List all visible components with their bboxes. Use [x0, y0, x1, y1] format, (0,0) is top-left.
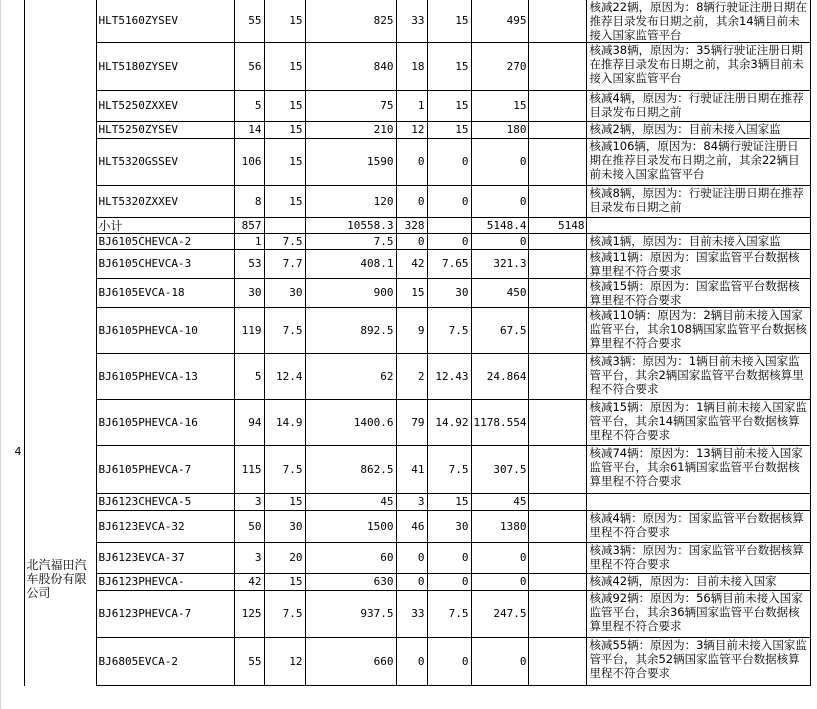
- table-row: [0, 234, 811, 250]
- final-amount-cell: 5148: [529, 218, 587, 234]
- final-amount-cell: [529, 400, 587, 446]
- reported-count-cell: 115: [234, 446, 264, 494]
- reported-amount-cell: 862.5: [305, 446, 396, 494]
- vehicle-model-cell: BJ6105PHEVCA-7: [96, 446, 234, 494]
- deduction-note-cell: 核减92辆：原因为：56辆目前未接入国家监管平台，其余36辆国家监管平台数据核算里程不符合要求: [587, 591, 811, 638]
- approved-amount-cell: 0: [471, 234, 529, 250]
- approved-count-cell: 46: [396, 511, 427, 543]
- deduction-note-cell: 核减38辆，原因为：35辆行驶证注册日期在推荐目录发布日期之前，其余3辆目前未接入国家监管平台: [587, 43, 811, 91]
- vehicle-model-cell: BJ6105CHEVCA-2: [96, 234, 234, 250]
- approved-count-cell: 41: [396, 446, 427, 494]
- reported-amount-cell: 937.5: [305, 591, 396, 638]
- reported-count-cell: 56: [234, 43, 264, 91]
- reported-count-cell: 50: [234, 511, 264, 543]
- reported-amount-cell: 120: [305, 186, 396, 218]
- deduction-note-cell: 核减74辆：原因为：13辆目前未接入国家监管平台，其余61辆国家监管平台数据核算里程不符合要求: [587, 446, 811, 494]
- unit-standard-cell: 15: [264, 0, 305, 43]
- approved-standard-cell: 15: [427, 122, 471, 139]
- table-row: [0, 574, 811, 591]
- table-row: [0, 494, 811, 511]
- approved-count-cell: 1: [396, 91, 427, 122]
- table-row: [0, 308, 811, 354]
- approved-standard-cell: 15: [427, 494, 471, 511]
- unit-standard-cell: 14.9: [264, 400, 305, 446]
- approved-standard-cell: 0: [427, 543, 471, 574]
- table-row: [0, 0, 811, 43]
- reported-count-cell: 125: [234, 591, 264, 638]
- table-row: [0, 591, 811, 638]
- approved-amount-cell: 450: [471, 279, 529, 308]
- approved-standard-cell: 0: [427, 186, 471, 218]
- approved-amount-cell: 0: [471, 574, 529, 591]
- approved-count-cell: 2: [396, 354, 427, 400]
- reported-count-cell: 8: [234, 186, 264, 218]
- company-cell-prev: [24, 0, 96, 218]
- reported-count-cell: 106: [234, 139, 264, 186]
- approved-count-cell: 0: [396, 574, 427, 591]
- reported-amount-cell: 408.1: [305, 250, 396, 279]
- final-amount-cell: [529, 234, 587, 250]
- vehicle-model-cell: HLT5250ZXXEV: [96, 91, 234, 122]
- final-amount-cell: [529, 43, 587, 91]
- vehicle-model-cell: BJ6105PHEVCA-13: [96, 354, 234, 400]
- reported-amount-cell: 892.5: [305, 308, 396, 354]
- reported-count-cell: 14: [234, 122, 264, 139]
- reported-count-cell: 119: [234, 308, 264, 354]
- unit-standard-cell: 15: [264, 91, 305, 122]
- approved-standard-cell: 15: [427, 91, 471, 122]
- reported-amount-cell: 825: [305, 0, 396, 43]
- index-cell-prev: [0, 0, 24, 218]
- approved-amount-cell: 15: [471, 91, 529, 122]
- vehicle-model-cell: BJ6105PHEVCA-16: [96, 400, 234, 446]
- unit-standard-cell: 7.5: [264, 446, 305, 494]
- approved-count-cell: 0: [396, 234, 427, 250]
- deduction-note-cell: 核减8辆，原因为：行驶证注册日期在推荐目录发布日期之前: [587, 186, 811, 218]
- final-amount-cell: [529, 139, 587, 186]
- final-amount-cell: [529, 511, 587, 543]
- final-amount-cell: [529, 122, 587, 139]
- deduction-note-cell: 核减4辆，原因为：行驶证注册日期在推荐目录发布日期之前: [587, 91, 811, 122]
- vehicle-model-cell: BJ6123CHEVCA-5: [96, 494, 234, 511]
- unit-standard-cell: 7.5: [264, 308, 305, 354]
- deduction-note-cell: [587, 494, 811, 511]
- subtotal-label: 小计: [96, 218, 234, 234]
- vehicle-model-cell: HLT5160ZYSEV: [96, 0, 234, 43]
- vehicle-model-cell: BJ6123EVCA-37: [96, 543, 234, 574]
- final-amount-cell: [529, 574, 587, 591]
- approved-amount-cell: 45: [471, 494, 529, 511]
- vehicle-model-cell: BJ6105PHEVCA-10: [96, 308, 234, 354]
- table-row: [0, 122, 811, 139]
- approved-standard-cell: 30: [427, 511, 471, 543]
- approved-amount-cell: 1178.554: [471, 400, 529, 446]
- approved-amount-cell: 247.5: [471, 591, 529, 638]
- reported-count-cell: 55: [234, 638, 264, 686]
- approved-count-cell: 0: [396, 638, 427, 686]
- reported-count-cell: 42: [234, 574, 264, 591]
- final-amount-cell: [529, 494, 587, 511]
- vehicle-model-cell: BJ6105CHEVCA-3: [96, 250, 234, 279]
- final-amount-cell: [529, 279, 587, 308]
- table-row: [0, 186, 811, 218]
- deduction-note-cell: 核减15辆：原因为：国家监管平台数据核算里程不符合要求: [587, 279, 811, 308]
- approved-count-cell: 42: [396, 250, 427, 279]
- reported-count-cell: 3: [234, 543, 264, 574]
- approved-standard-cell: 15: [427, 43, 471, 91]
- vehicle-model-cell: BJ6123EVCA-32: [96, 511, 234, 543]
- approved-amount-cell: 307.5: [471, 446, 529, 494]
- vehicle-model-cell: BJ6123PHEVCA-7: [96, 591, 234, 638]
- unit-standard-cell: 30: [264, 511, 305, 543]
- deduction-note-cell: 核减2辆，原因为：目前未接入国家监: [587, 122, 811, 139]
- final-amount-cell: [529, 638, 587, 686]
- final-amount-cell: [529, 250, 587, 279]
- approved-count-cell: 33: [396, 0, 427, 43]
- approved-standard-cell: 12.43: [427, 354, 471, 400]
- reported-count-cell: 94: [234, 400, 264, 446]
- deduction-note-cell: 核减4辆：原因为：国家监管平台数据核算里程不符合要求: [587, 511, 811, 543]
- table-row: [0, 638, 811, 686]
- approved-standard-cell: 7.65: [427, 250, 471, 279]
- approved-standard-cell: 0: [427, 234, 471, 250]
- unit-standard-cell: 15: [264, 574, 305, 591]
- approved-count-cell: 15: [396, 279, 427, 308]
- unit-standard-cell: 7.5: [264, 591, 305, 638]
- final-amount-cell: [529, 543, 587, 574]
- final-amount-cell: [529, 446, 587, 494]
- unit-standard-cell: 7.7: [264, 250, 305, 279]
- approved-standard-cell: 0: [427, 638, 471, 686]
- approved-amount-cell: 5148.4: [471, 218, 529, 234]
- vehicle-model-cell: HLT5320ZXXEV: [96, 186, 234, 218]
- approved-amount-cell: 321.3: [471, 250, 529, 279]
- approved-count-cell: 33: [396, 591, 427, 638]
- reported-amount-cell: 10558.3: [305, 218, 396, 234]
- reported-amount-cell: 660: [305, 638, 396, 686]
- unit-standard-cell: 7.5: [264, 234, 305, 250]
- table-row: [0, 43, 811, 91]
- deduction-note-cell: 核减3辆：原因为：国家监管平台数据核算里程不符合要求: [587, 543, 811, 574]
- unit-standard-cell: 15: [264, 43, 305, 91]
- reported-count-cell: 5: [234, 91, 264, 122]
- approved-count-cell: 12: [396, 122, 427, 139]
- unit-standard-cell: 20: [264, 543, 305, 574]
- reported-count-cell: 55: [234, 0, 264, 43]
- approved-amount-cell: 270: [471, 43, 529, 91]
- table-row: [0, 279, 811, 308]
- reported-count-cell: 3: [234, 494, 264, 511]
- unit-standard-cell: 12.4: [264, 354, 305, 400]
- approved-standard-cell: 0: [427, 574, 471, 591]
- approved-count-cell: 0: [396, 543, 427, 574]
- unit-standard-cell: 12: [264, 638, 305, 686]
- deduction-note-cell: 核减3辆：原因为：1辆目前未接入国家监管平台，其余2辆国家监管平台数据核算里程不符合要求: [587, 354, 811, 400]
- approved-standard-cell: 7.5: [427, 308, 471, 354]
- final-amount-cell: [529, 186, 587, 218]
- reported-count-cell: 5: [234, 354, 264, 400]
- reported-count-cell: 1: [234, 234, 264, 250]
- deduction-note-cell: [587, 218, 811, 234]
- final-amount-cell: [529, 591, 587, 638]
- approved-amount-cell: 0: [471, 543, 529, 574]
- reported-amount-cell: 210: [305, 122, 396, 139]
- approved-amount-cell: 0: [471, 638, 529, 686]
- approved-amount-cell: 180: [471, 122, 529, 139]
- approved-count-cell: 3: [396, 494, 427, 511]
- reported-amount-cell: 62: [305, 354, 396, 400]
- table-row: [0, 446, 811, 494]
- approved-amount-cell: 495: [471, 0, 529, 43]
- deduction-note-cell: 核减11辆：原因为：国家监管平台数据核算里程不符合要求: [587, 250, 811, 279]
- reported-count-cell: 53: [234, 250, 264, 279]
- unit-standard-cell: 15: [264, 494, 305, 511]
- vehicle-model-cell: BJ6105EVCA-18: [96, 279, 234, 308]
- table-row: [0, 91, 811, 122]
- approved-count-cell: 9: [396, 308, 427, 354]
- approved-standard-cell: 0: [427, 139, 471, 186]
- reported-amount-cell: 840: [305, 43, 396, 91]
- deduction-note-cell: 核减110辆：原因为：2辆目前未接入国家监管平台，其余108辆国家监管平台数据核算里程不符合要求: [587, 308, 811, 354]
- approved-standard-cell: 30: [427, 279, 471, 308]
- reported-amount-cell: 1400.6: [305, 400, 396, 446]
- approved-amount-cell: 0: [471, 186, 529, 218]
- reported-amount-cell: 900: [305, 279, 396, 308]
- group-number-cell: 4: [0, 218, 24, 686]
- final-amount-cell: [529, 354, 587, 400]
- approved-count-cell: 18: [396, 43, 427, 91]
- reported-count-cell: 857: [234, 218, 264, 234]
- table-row: [0, 354, 811, 400]
- deduction-note-cell: 核减1辆，原因为：目前未接入国家监: [587, 234, 811, 250]
- approved-amount-cell: 0: [471, 139, 529, 186]
- reported-amount-cell: 75: [305, 91, 396, 122]
- approved-amount-cell: 1380: [471, 511, 529, 543]
- approved-count-cell: 0: [396, 139, 427, 186]
- deduction-note-cell: 核减22辆，原因为：8辆行驶证注册日期在推荐目录发布日期之前，其余14辆目前未接入国家监管平台: [587, 0, 811, 43]
- approved-standard-cell: 14.92: [427, 400, 471, 446]
- unit-standard-cell: 15: [264, 122, 305, 139]
- company-name-cell: 北汽福田汽车股份有限公司: [24, 218, 96, 686]
- deduction-note-cell: 核减42辆，原因为：目前未接入国家: [587, 574, 811, 591]
- approved-count-cell: 328: [396, 218, 427, 234]
- subtotal-row: [0, 218, 811, 234]
- deduction-note-cell: 核减106辆，原因为：84辆行驶证注册日期在推荐目录发布日期之前，其余22辆目前未接入国家监管平台: [587, 139, 811, 186]
- table-row: [0, 139, 811, 186]
- reported-count-cell: 30: [234, 279, 264, 308]
- approved-count-cell: 79: [396, 400, 427, 446]
- final-amount-cell: [529, 91, 587, 122]
- reported-amount-cell: 1590: [305, 139, 396, 186]
- table-row: [0, 511, 811, 543]
- vehicle-model-cell: HLT5180ZYSEV: [96, 43, 234, 91]
- reported-amount-cell: 60: [305, 543, 396, 574]
- approved-amount-cell: 24.864: [471, 354, 529, 400]
- table-row: [0, 543, 811, 574]
- deduction-note-cell: 核减15辆：原因为：1辆目前未接入国家监管平台，其余14辆国家监管平台数据核算里程不符合要求: [587, 400, 811, 446]
- final-amount-cell: [529, 308, 587, 354]
- vehicle-model-cell: HLT5250ZYSEV: [96, 122, 234, 139]
- reported-amount-cell: 1500: [305, 511, 396, 543]
- final-amount-cell: [529, 0, 587, 43]
- vehicle-model-cell: HLT5320GSSEV: [96, 139, 234, 186]
- unit-standard-cell: 30: [264, 279, 305, 308]
- approved-standard-cell: 7.5: [427, 591, 471, 638]
- approved-standard-cell: 15: [427, 0, 471, 43]
- reported-amount-cell: 7.5: [305, 234, 396, 250]
- approved-count-cell: 0: [396, 186, 427, 218]
- table-row: [0, 400, 811, 446]
- approved-standard-cell: 7.5: [427, 446, 471, 494]
- unit-standard-cell: 15: [264, 186, 305, 218]
- table-row: [0, 250, 811, 279]
- reported-amount-cell: 630: [305, 574, 396, 591]
- vehicle-model-cell: BJ6123PHEVCA-: [96, 574, 234, 591]
- approved-amount-cell: 67.5: [471, 308, 529, 354]
- reported-amount-cell: 45: [305, 494, 396, 511]
- unit-standard-cell: [264, 218, 305, 234]
- approved-standard-cell: [427, 218, 471, 234]
- vehicle-model-cell: BJ6805EVCA-2: [96, 638, 234, 686]
- unit-standard-cell: 15: [264, 139, 305, 186]
- deduction-note-cell: 核减55辆：原因为：3辆目前未接入国家监管平台，其余52辆国家监管平台数据核算里程不符合要求: [587, 638, 811, 686]
